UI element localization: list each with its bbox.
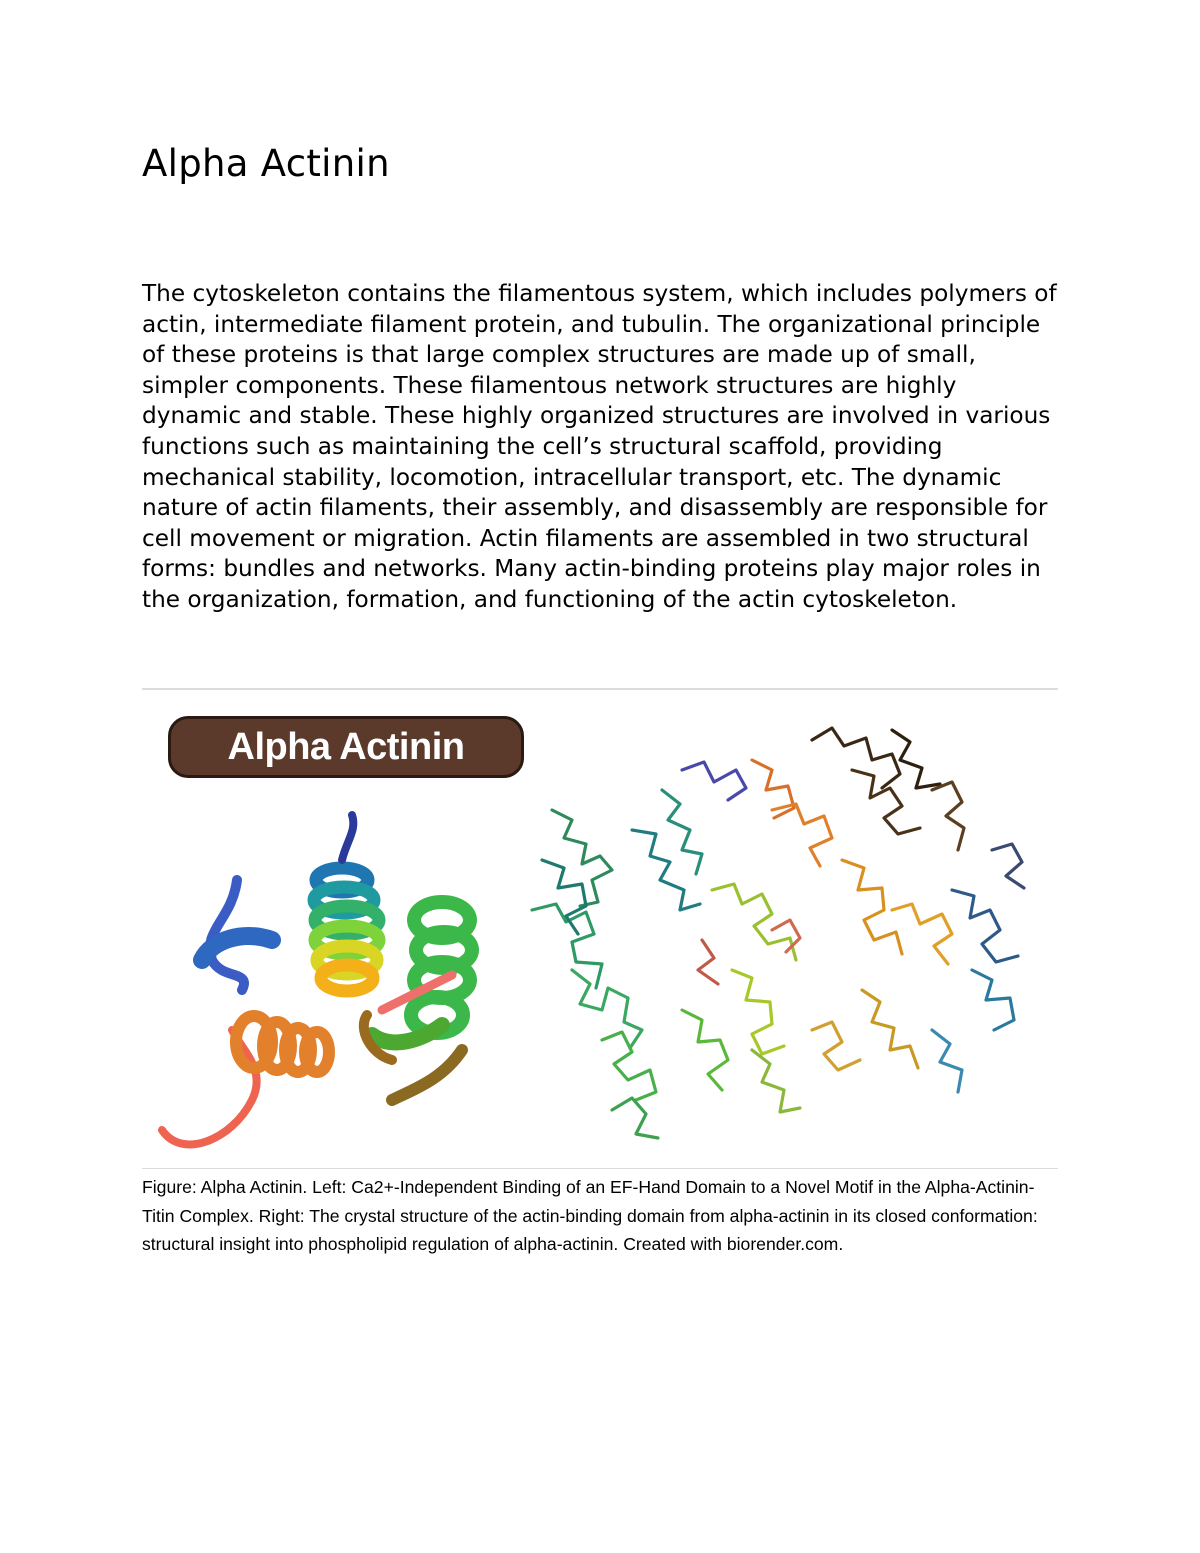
divider-top bbox=[142, 688, 1058, 690]
figure-badge-label: Alpha Actinin bbox=[227, 725, 465, 768]
figure-badge bbox=[168, 716, 524, 778]
figure bbox=[142, 700, 1058, 1160]
stick-structure-image bbox=[512, 710, 1058, 1160]
body-paragraph: The cytoskeleton contains the filamentous system, which includes polymers of actin, intermediate filament protein, and tubulin. The organizational principle of these proteins is that large complex structures are made up of small, simpler components. These filamentous network structures are highly dynamic and stable. These highly organized structures are involved in various functions such as maintaining the cell’s structural scaffold, providing mechanical stability, locomotion, intracellular transport, etc. The dynamic nature of actin filaments, their assembly, and disassembly are responsible for cell movement or migration. Actin filaments are assembled in two structural forms: bundles and networks. Many actin-binding proteins play major roles in the organization, formation, and functioning of the actin cytoskeleton. bbox=[142, 280, 1057, 613]
figure-caption: Figure: Alpha Actinin. Left: Ca2+-Independent Binding of an EF-Hand Domain to a Novel Motif in the Alpha-Actinin-Titin Complex. Right: The crystal structure of the actin-binding domain from alpha-actinin in its closed conformation: structural insight into phospholipid regulation of alpha-actinin. Created with biorender.com. bbox=[142, 1177, 1038, 1255]
page-title: Alpha Actinin bbox=[142, 142, 390, 185]
divider-bottom bbox=[142, 1168, 1058, 1169]
ribbon-structure-image bbox=[142, 800, 502, 1160]
